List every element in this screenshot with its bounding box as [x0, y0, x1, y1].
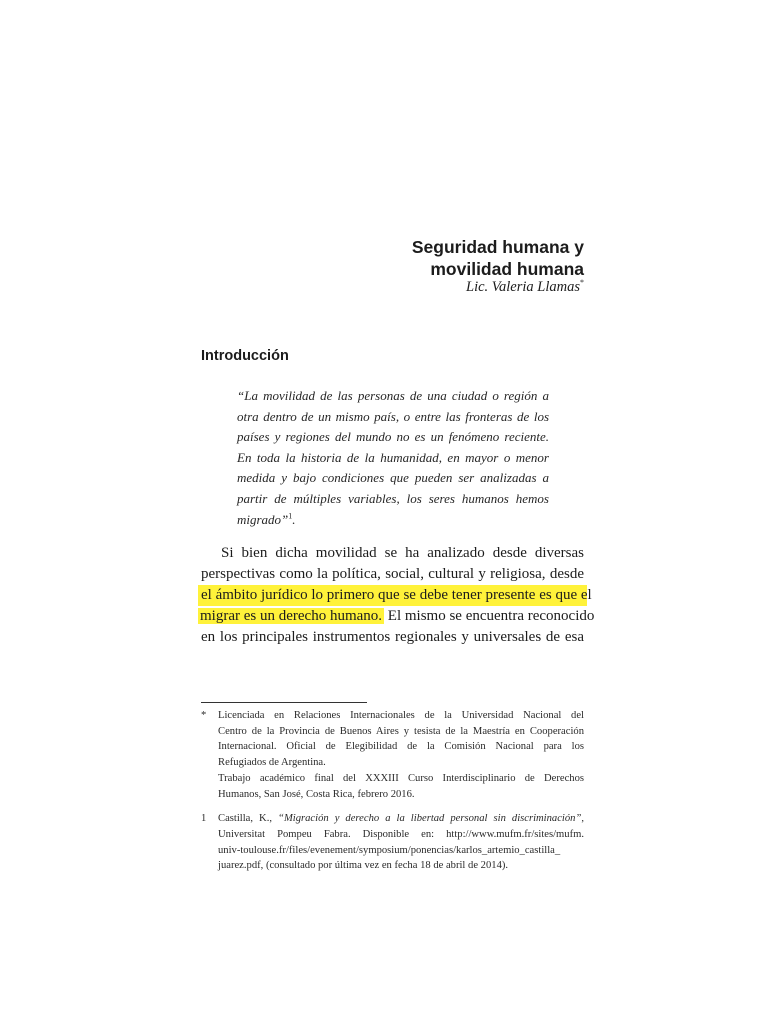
footnote-separator — [201, 702, 367, 703]
chapter-title-line-2: movilidad humana — [430, 259, 584, 279]
footnote-line: juarez.pdf, (consultado por última vez en fecha 18 de abril de 2014). — [218, 860, 509, 872]
quote-line: migrado” — [237, 511, 289, 527]
chapter-title-line-1: Seguridad humana y — [411, 237, 584, 257]
quote-line: medida y bajo condiciones que pueden ser analizadas a — [237, 470, 549, 486]
citation-title: “Migración y derecho a la libertad personal sin discriminación” — [278, 813, 582, 825]
footnote-url-line: univ-toulouse.fr/files/evenement/symposium/ponencias/karlos_artemio_castilla_ — [218, 844, 561, 856]
highlighted-text: migrar es un derecho humano. — [200, 608, 383, 624]
body-paragraph — [200, 543, 595, 648]
body-text-continuation: El mismo se encuentra reconocido — [384, 608, 595, 624]
section-heading: Introducción — [201, 348, 289, 364]
quote-line: En toda la historia de la humanidad, en mayor o menor — [237, 449, 549, 465]
footnote-line-citation — [218, 811, 584, 827]
chapter-title — [412, 236, 584, 280]
footnote-line: Centro de la Provincia de Buenos Aires y tesista de la Maestría en Cooperación — [218, 725, 584, 737]
block-quote — [237, 386, 549, 530]
citation-author: Castilla, K., — [218, 813, 279, 825]
body-line-mixed — [200, 606, 595, 627]
body-line: perspectivas como la política, social, cultural y religiosa, desde — [201, 566, 584, 582]
quote-line: países y regiones del mundo no es un fenómeno reciente. — [237, 429, 549, 445]
footnote-line: Internacional. Oficial de Elegibilidad de la Comisión Nacional para los — [218, 741, 584, 753]
body-line: en los principales instrumentos regionales y universales de esa — [201, 629, 584, 645]
quote-footnote-ref: 1 — [288, 511, 293, 521]
author-line — [466, 278, 584, 296]
quote-line: “La movilidad de las personas de una ciudad o región a — [237, 388, 549, 403]
footnote-author — [201, 708, 584, 802]
footnote-line: Licenciada en Relaciones Internacionales de la Universidad Nacional del — [218, 710, 584, 721]
quote-end: . — [292, 511, 296, 527]
author-name: Lic. Valeria Llamas — [466, 279, 580, 295]
quote-last-line — [237, 510, 549, 531]
body-line: Si bien dicha movilidad se ha analizado desde diversas — [221, 545, 584, 561]
footnote-extra — [218, 771, 584, 802]
footnote-line: Universitat Pompeu Fabra. Disponible en: http://www.mufm.fr/sites/mufm. — [218, 828, 584, 840]
body-line-highlighted: el ámbito jurídico lo primero que se debe tener presente es que el — [198, 585, 587, 606]
author-footnote-marker: * — [580, 278, 584, 288]
quote-line: partir de múltiples variables, los seres humanos hemos — [237, 490, 549, 506]
footnotes — [201, 708, 584, 874]
footnote-line: Refugiados de Argentina. — [218, 757, 326, 769]
footnote-mark: 1 — [201, 813, 207, 825]
citation-punct: , — [581, 813, 585, 825]
footnote-1 — [201, 811, 584, 874]
quote-line: otra dentro de un mismo país, o entre las fronteras de los — [237, 408, 549, 424]
footnote-mark: * — [201, 710, 207, 721]
footnote-line: Humanos, San José, Costa Rica, febrero 2016. — [218, 788, 415, 800]
footnote-line: Trabajo académico final del XXXIII Curso Interdisciplinario de Derechos — [218, 772, 584, 784]
